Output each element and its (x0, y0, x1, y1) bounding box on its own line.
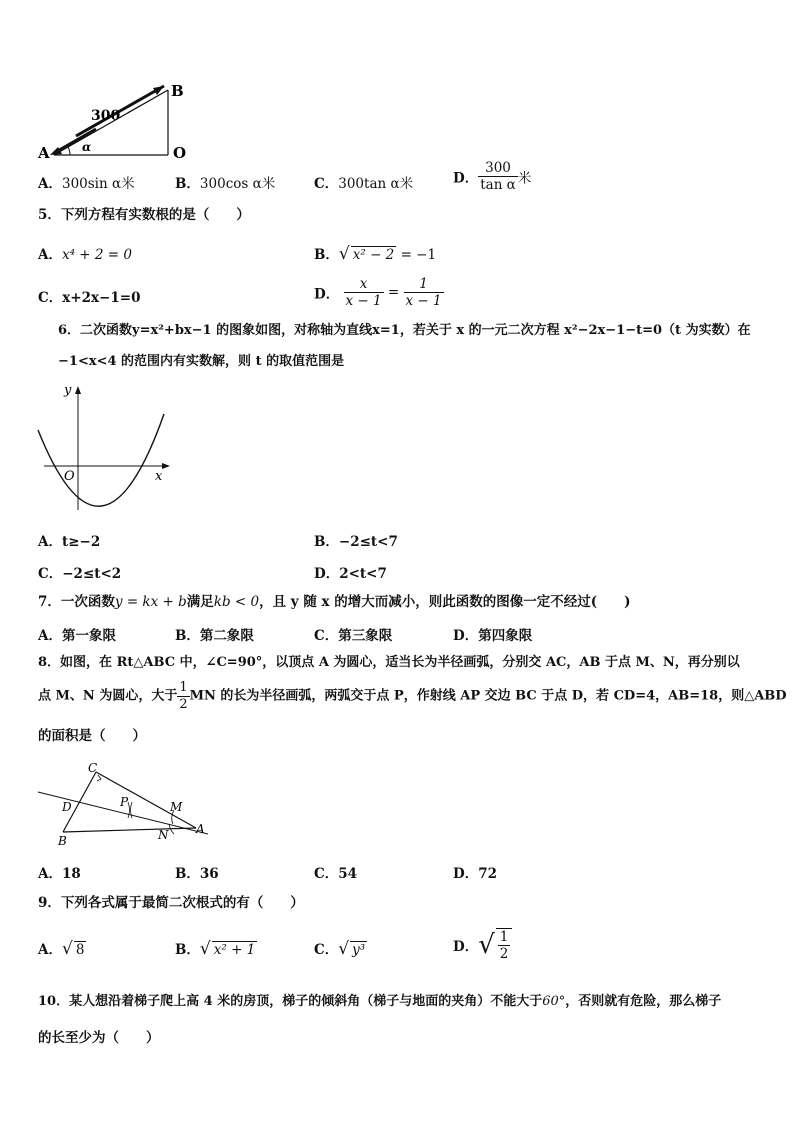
q6-option-c: C．−2≤t<2 (38, 566, 122, 582)
option-letter: C． (38, 290, 63, 306)
fraction-num: x (344, 276, 384, 293)
q7-stem-expr: y = kx + b (114, 594, 187, 610)
q4-label-alpha: α (82, 140, 92, 154)
q6-stem-line1: 6．二次函数y=x²+bx−1 的图象如图，对称轴为直线x=1，若关于 x 的一元二次方程 x²−2x−1−t=0（t 为实数）在 (58, 323, 751, 338)
q7-option-b: B．第二象限 (175, 628, 254, 644)
q7-option-a: A．第一象限 (38, 628, 116, 644)
option-unit: 米 (517, 170, 532, 187)
option-expr: 300cos α米 (199, 176, 276, 192)
q8-label-a: A (196, 822, 205, 836)
q7-stem-pre: 7．一次函数 (38, 594, 115, 610)
q5-stem: 5．下列方程有实数根的是（ ） (38, 207, 250, 223)
q7-option-c: C．第三象限 (314, 628, 393, 644)
q8-stem-line2 (38, 680, 787, 713)
q8-line2-post: MN 的长为半径画弧，两弧交于点 P，作射线 AP 交边 BC 于点 D，若 CD=4，AB=18，则△ABD (189, 688, 787, 704)
option-letter: A． (38, 176, 62, 192)
q6-axis-y-label: y (64, 383, 72, 398)
option-letter: B． (314, 247, 339, 263)
option-expr: 300sin α米 (61, 176, 135, 192)
fraction-den: tan α (480, 177, 516, 193)
q8-line2-pre: 点 M、N 为圆心，大于 (38, 688, 178, 704)
fraction-num: 300 (478, 160, 518, 177)
fraction (344, 276, 384, 309)
option-letter: C． (314, 176, 339, 192)
fraction-den: x − 1 (345, 293, 382, 309)
fraction-num: 1 (179, 680, 188, 695)
fraction-num: 1 (499, 929, 509, 945)
q6-option-a: A．t≥−2 (38, 534, 101, 550)
q8-option-b: B．36 (175, 866, 219, 882)
q4-option-a (38, 172, 135, 192)
option-letter: A． (38, 247, 62, 263)
radicand: x² − 2 (352, 247, 395, 263)
fraction (404, 276, 444, 309)
fraction (177, 680, 189, 713)
q8-label-d: D (62, 800, 72, 814)
q6-origin-label: O (64, 469, 75, 484)
q4-label-o: O (173, 144, 187, 162)
q8-stem-line3: 的面积是（ ） (38, 728, 146, 744)
q4-label-a: A (38, 144, 50, 162)
q8-option-c: C．54 (314, 866, 358, 882)
q8-label-c: C (88, 761, 98, 775)
option-expr: x+2x−1=0 (62, 290, 141, 306)
q8-label-p: P (120, 795, 129, 809)
q9-option-d: D．√ $\frac{1}{2}$ (453, 928, 512, 962)
q6-parabola-figure (36, 380, 176, 516)
option-letter: C． (314, 942, 339, 958)
q7-stem-cond: kb < 0 (213, 594, 260, 610)
q4-figure (36, 78, 196, 162)
option-letter: D． (453, 170, 479, 187)
q6-axis-x-label: x (155, 469, 163, 484)
q4-option-b (175, 172, 275, 192)
option-letter: A． (38, 942, 62, 958)
q10-stem-line2: 的长至少为（ ） (38, 1030, 160, 1046)
q4-option-d (453, 160, 531, 193)
option-expr: 300tan α米 (338, 176, 414, 192)
q7-stem (38, 592, 631, 612)
q8-label-n: N (158, 828, 169, 842)
q4-option-c (314, 172, 413, 192)
option-letter: B． (175, 942, 200, 958)
q5-option-c (38, 286, 140, 306)
radicand: x² + 1 (213, 942, 256, 958)
fraction (496, 928, 513, 962)
radicand: y³ (352, 942, 366, 958)
q8-triangle-figure (36, 760, 208, 848)
q6-option-d: D．2<t<7 (314, 566, 387, 582)
option-letter: B． (175, 176, 200, 192)
q9-option-c: C．√ y³ (314, 939, 366, 959)
q4-label-b: B (171, 82, 184, 100)
q10-line1-pre: 10．某人想沿着梯子爬上高 4 米的房顶，梯子的倾斜角（梯子与地面的夹角）不能大于 (38, 994, 543, 1009)
q9-option-a: A．√ 8 (38, 939, 85, 959)
option-expr: = −1 (400, 247, 437, 263)
q10-angle: 60° (542, 994, 566, 1009)
q10-stem-line1 (38, 992, 721, 1012)
fraction-den: 2 (179, 697, 188, 712)
q8-label-m: M (170, 800, 183, 814)
q8-option-d: D．72 (453, 866, 497, 882)
option-letter: D． (453, 939, 479, 955)
option-expr: x⁴ + 2 = 0 (61, 247, 132, 263)
q8-stem-line1: 8．如图，在 Rt△ABC 中，∠C=90°，以顶点 A 为圆心，适当长为半径画弧，分别交 AC，AB 于点 M、N，再分别以 (38, 655, 740, 670)
radicand: 8 (75, 942, 85, 958)
q6-option-b: B．−2≤t<7 (314, 534, 398, 550)
q9-stem: 9．下列各式属于最简二次根式的有（ ） (38, 895, 304, 911)
q4-label-len: 300 (91, 108, 121, 124)
q5-option-a (38, 243, 132, 263)
q5-option-b: B．√ x² − 2 = −1 (314, 244, 437, 264)
q8-option-a: A．18 (38, 866, 81, 882)
q9-option-b: B．√ x² + 1 (175, 939, 256, 959)
equals: = (387, 284, 400, 301)
fraction (478, 160, 518, 193)
q10-line1-post: ，否则就有危险，那么梯子 (565, 994, 722, 1009)
fraction-den: x − 1 (405, 293, 442, 309)
q7-stem-post: ，且 y 随 x 的增大而减小，则此函数的图像一定不经过( ) (259, 594, 631, 610)
q7-stem-mid: 满足 (186, 594, 214, 610)
q8-label-b: B (58, 834, 67, 848)
q7-option-d: D．第四象限 (453, 628, 533, 644)
fraction-num: 1 (404, 276, 444, 293)
q6-stem-line2: −1<x<4 的范围内有实数解，则 t 的取值范围是 (58, 354, 345, 369)
option-letter: D． (314, 286, 340, 303)
q5-option-d (314, 276, 444, 309)
fraction-den: 2 (499, 946, 509, 962)
